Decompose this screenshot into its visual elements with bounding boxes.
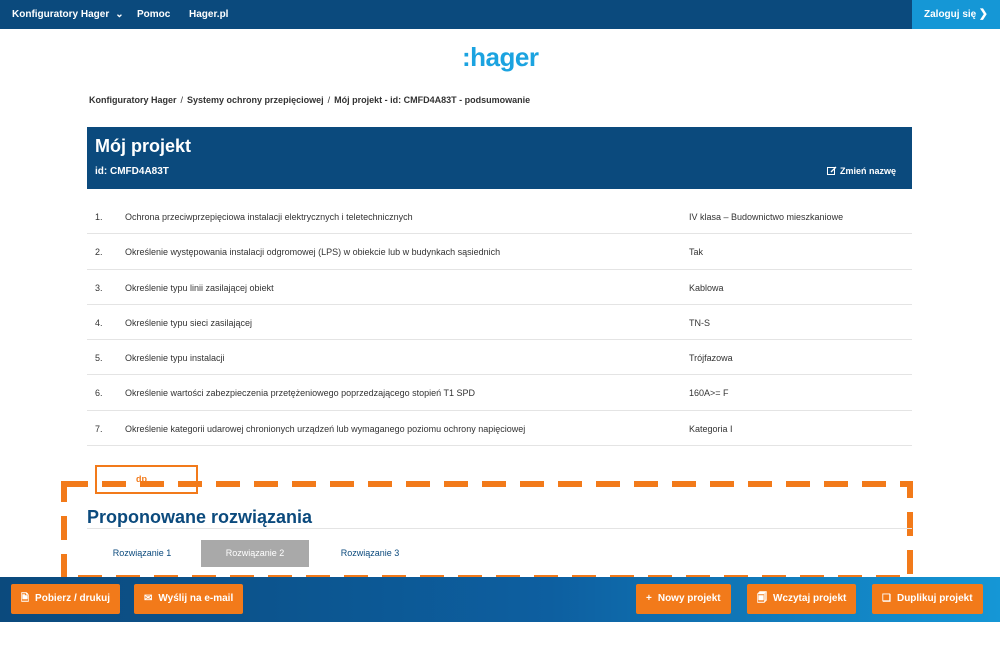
row-number: 1. <box>95 212 103 222</box>
row-question: Określenie występowania instalacji odgromowej (LPS) w obiekcie lub w budynkach sąsiednich <box>125 247 501 258</box>
project-header <box>87 127 912 189</box>
new-project-label: Nowy projekt <box>657 593 721 604</box>
row-number: 3. <box>95 282 103 293</box>
tab-solution-3[interactable]: Rozwiązanie 3 <box>340 548 400 558</box>
nav-hager-link[interactable]: Hager.pl <box>189 9 229 20</box>
row-question: Określenie typu sieci zasilającej <box>125 317 253 328</box>
breadcrumb-item-configurators[interactable]: Konfiguratory Hager <box>89 95 177 105</box>
nav-configurators-label: Konfiguratory Hager <box>12 9 110 20</box>
plus-icon: + <box>646 593 652 604</box>
row-question: Określenie typu instalacji <box>125 353 225 364</box>
send-email-button[interactable] <box>134 584 243 614</box>
row-answer: Tak <box>689 247 704 258</box>
edit-icon <box>827 166 837 176</box>
load-project-label: Wczytaj projekt <box>773 593 847 604</box>
login-label: Zaloguj się <box>924 9 977 20</box>
top-navigation <box>0 0 1000 29</box>
tab-solution-1[interactable]: Rozwiązanie 1 <box>112 548 172 558</box>
load-file-icon: 🗐 <box>757 593 767 604</box>
table-row <box>87 234 912 269</box>
load-project-button[interactable] <box>747 584 856 614</box>
row-number: 4. <box>95 317 103 328</box>
row-answer: 160A>= F <box>689 388 729 399</box>
row-answer: IV klasa – Budownictwo mieszkaniowe <box>689 212 844 222</box>
project-id: id: CMFD4A83T <box>95 166 169 177</box>
breadcrumb-item-current: Mój projekt - id: CMFD4A83T - podsumowanie <box>334 95 531 105</box>
duplicate-project-button[interactable] <box>872 584 983 614</box>
table-row <box>87 270 912 305</box>
table-row <box>87 411 912 446</box>
chevron-down-icon: ⌄ <box>115 9 124 20</box>
hager-logo[interactable]: :hager <box>462 42 539 72</box>
row-question: Określenie typu linii zasilającej obiekt <box>125 282 274 293</box>
new-project-button[interactable] <box>636 584 731 614</box>
pdf-document-icon: 🗎 <box>21 593 30 604</box>
divider <box>87 528 912 529</box>
nav-help-link[interactable]: Pomoc <box>137 9 171 20</box>
breadcrumb <box>89 95 530 105</box>
rename-label: Zmień nazwę <box>839 166 896 176</box>
row-number: 6. <box>95 388 103 399</box>
row-answer: Kategoria I <box>689 423 733 434</box>
envelope-icon: ✉ <box>144 593 153 604</box>
summary-table <box>87 199 912 446</box>
dashed-highlight-frame <box>61 481 913 581</box>
chevron-right-icon: ❯ <box>978 8 988 20</box>
breadcrumb-separator: / <box>180 95 184 105</box>
row-question: Ochrona przeciwprzepięciowa instalacji elektrycznych i teletechnicznych <box>125 212 413 222</box>
row-answer: Trójfazowa <box>689 353 733 364</box>
download-print-label: Pobierz / drukuj <box>35 593 111 604</box>
rename-project-link[interactable] <box>827 166 896 176</box>
download-print-button[interactable] <box>11 584 120 614</box>
breadcrumb-item-surge-protection[interactable]: Systemy ochrony przepięciowej <box>187 95 324 105</box>
table-row <box>87 305 912 340</box>
copy-icon: ❏ <box>882 593 891 604</box>
table-row <box>87 199 912 234</box>
tab-solution-2[interactable]: Rozwiązanie 2 <box>201 540 309 567</box>
row-answer: Kablowa <box>689 282 724 293</box>
row-number: 7. <box>95 423 103 434</box>
send-email-label: Wyślij na e-mail <box>158 593 234 604</box>
highlight-partial-text: dp <box>136 474 147 484</box>
row-number: 2. <box>95 247 103 258</box>
row-number: 5. <box>95 353 103 364</box>
proposals-heading: Proponowane rozwiązania <box>87 507 313 527</box>
nav-configurators-menu[interactable] <box>12 0 124 29</box>
table-row <box>87 340 912 375</box>
row-question: Określenie wartości zabezpieczenia przetężeniowego poprzedzającego stopień T1 SPD <box>125 388 476 399</box>
project-title: Mój projekt <box>95 136 192 156</box>
breadcrumb-separator: / <box>327 95 331 105</box>
row-answer: TN-S <box>689 317 710 328</box>
duplicate-project-label: Duplikuj projekt <box>896 593 973 604</box>
row-question: Określenie kategorii udarowej chronionych urządzeń lub wymaganego poziomu ochrony napięciowej <box>125 423 526 434</box>
login-button[interactable] <box>912 0 1000 29</box>
table-row <box>87 375 912 410</box>
